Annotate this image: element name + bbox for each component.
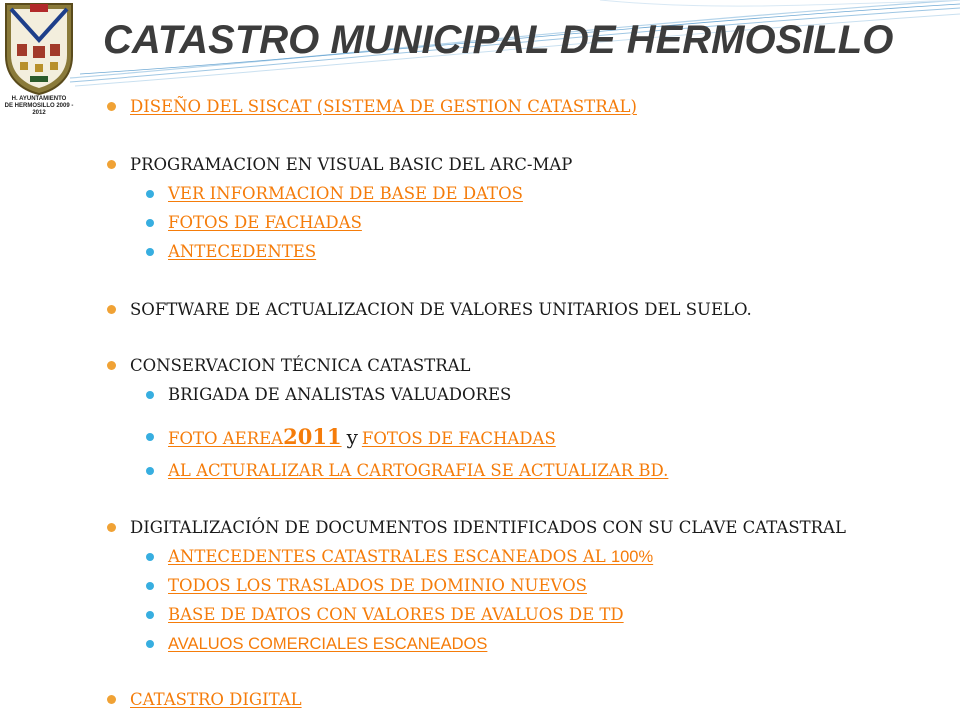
link-siscat[interactable]: DISEÑO DEL SISCAT (SISTEMA DE GESTION CATASTRAL): [130, 97, 637, 116]
text-digitalizacion: DIGITALIZACIÓN DE DOCUMENTOS IDENTIFICADOS CON SU CLAVE CATASTRAL: [130, 518, 846, 537]
link-fotos-fachadas-2[interactable]: FOTOS DE FACHADAS: [361, 429, 556, 448]
list-item-actualizar: [168, 460, 668, 482]
list-item-software: [130, 299, 752, 321]
link-catastro-digital[interactable]: CATASTRO DIGITAL: [130, 690, 302, 709]
link-base-avaluos[interactable]: BASE DE DATOS CON VALORES DE AVALUOS DE TD: [168, 605, 624, 624]
text-brigada: BRIGADA DE ANALISTAS VALUADORES: [168, 385, 512, 404]
list-item-base-avaluos: [168, 604, 624, 626]
list-item-conservacion: [130, 355, 471, 377]
page-title: CATASTRO MUNICIPAL DE HERMOSILLO: [103, 18, 894, 62]
list-item-ver-info: [168, 183, 523, 205]
list-item-avaluos-comerciales: [168, 633, 487, 655]
list-item-digitalizacion: [130, 517, 846, 539]
foto-aerea-year: 2011: [283, 424, 342, 449]
list-item-fotos-fachadas: [168, 212, 362, 234]
link-ver-informacion[interactable]: VER INFORMACION DE BASE DE DATOS: [168, 184, 523, 203]
link-actualizar-cartografia[interactable]: AL ACTURALIZAR LA CARTOGRAFIA SE ACTUALIZAR BD.: [168, 461, 669, 480]
link-traslados[interactable]: TODOS LOS TRASLADOS DE DOMINIO NUEVOS: [168, 576, 587, 595]
text-conservacion: CONSERVACION TÉCNICA CATASTRAL: [130, 356, 471, 375]
link-avaluos-comerciales[interactable]: AVALUOS COMERCIALES ESCANEADOS: [168, 635, 488, 653]
text-programacion: PROGRAMACION EN VISUAL BASIC DEL ARC-MAP: [130, 155, 573, 174]
link-antecedentes-escaneados[interactable]: [168, 547, 653, 566]
text-software: SOFTWARE DE ACTUALIZACION DE VALORES UNITARIOS DEL SUELO.: [130, 300, 752, 319]
crest-caption: H. AYUNTAMIENTO DE HERMOSILLO 2009 - 2012: [4, 96, 74, 116]
link-foto-aerea[interactable]: [168, 424, 342, 449]
list-item-catastro-digital: [130, 689, 302, 711]
list-item-programacion: [130, 154, 572, 176]
list-item-antecedentes: [168, 241, 316, 263]
link-antecedentes[interactable]: ANTECEDENTES: [168, 242, 317, 261]
escaneados-percent: 100%: [610, 548, 654, 566]
foto-aerea-label: FOTO AEREA: [168, 429, 284, 448]
link-fotos-fachadas[interactable]: FOTOS DE FACHADAS: [168, 213, 362, 232]
list-item-brigada: [168, 384, 511, 406]
list-item-traslados: [168, 575, 587, 597]
escaneados-label: ANTECEDENTES CATASTRALES ESCANEADOS AL: [168, 547, 611, 566]
list-item-siscat: [130, 96, 637, 118]
conjunction-y: y: [346, 425, 358, 449]
list-item-escaneados: [168, 546, 653, 568]
list-item-foto-aerea: [168, 426, 556, 450]
